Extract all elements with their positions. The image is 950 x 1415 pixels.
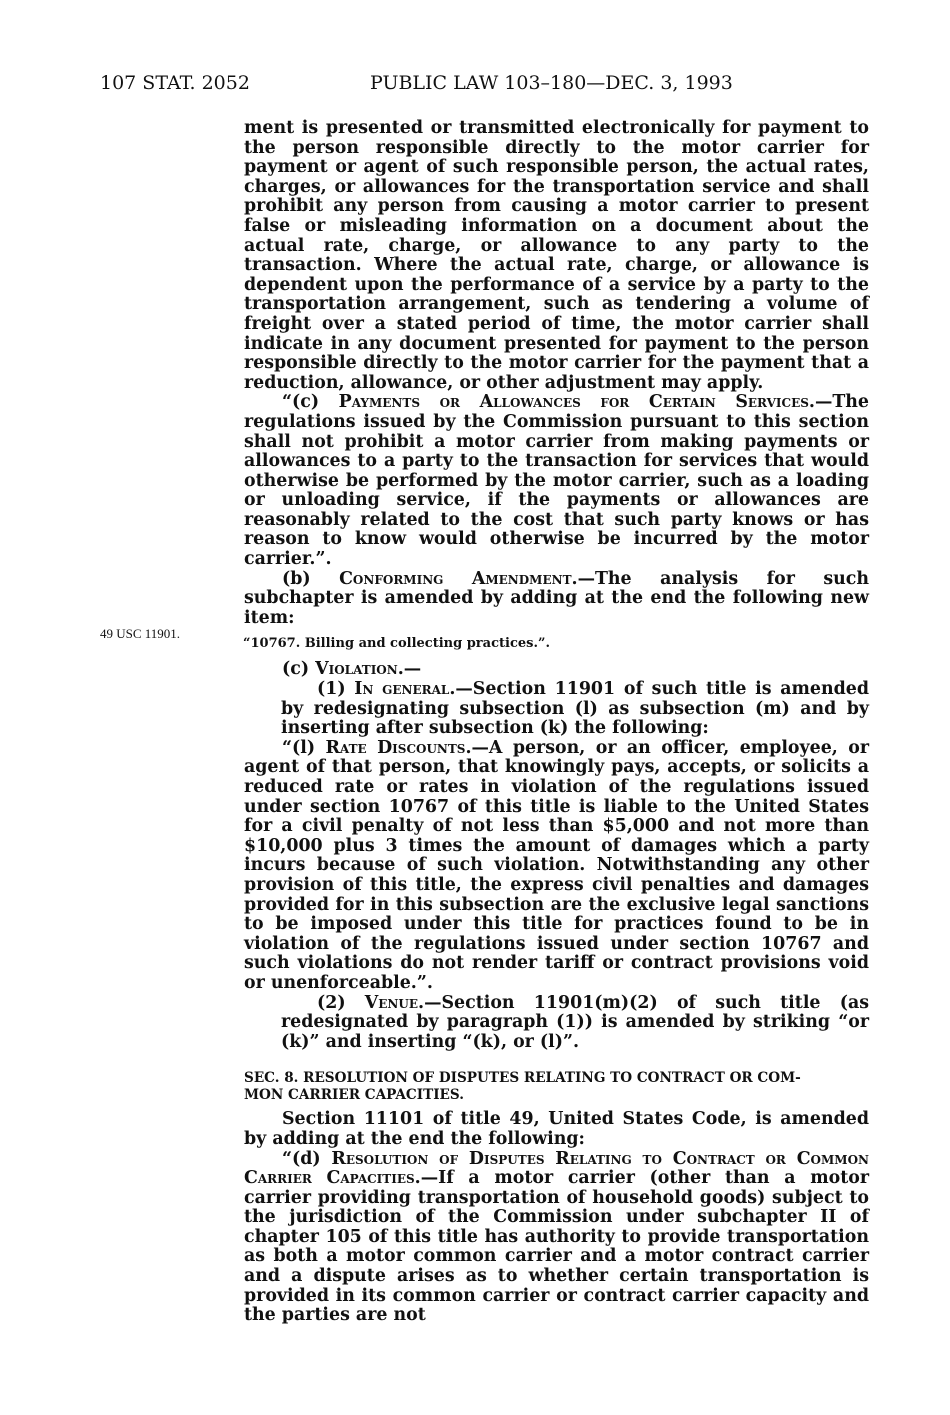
subsection-l-rate-discounts xyxy=(244,739,869,994)
subsection-c-violation xyxy=(244,660,869,680)
subsection-d-resolution xyxy=(244,1150,869,1326)
paragraph-label: (2) xyxy=(317,992,365,1013)
subsection-c-payments xyxy=(244,393,869,569)
statute-body xyxy=(244,119,869,1326)
subsection-label: (c) xyxy=(282,659,316,680)
subsection-label: (b) xyxy=(282,568,340,589)
subsection-label: “(l) xyxy=(282,737,326,758)
subsection-heading: Rate Discounts xyxy=(325,737,466,758)
page-header xyxy=(100,72,870,100)
margin-citation: 49 USC 11901. xyxy=(100,626,181,641)
subsection-b-conforming xyxy=(244,570,869,629)
subsection-text: .— xyxy=(397,659,422,680)
paragraph-heading: Venue xyxy=(364,992,419,1013)
statute-page-number: 107 STAT. 2052 xyxy=(100,72,250,94)
subsection-heading: Conforming Amendment xyxy=(339,568,572,589)
paragraph-continuation: ment is presented or transmitted electronically for payment to the person responsible directly to the motor carrier for payment or agent of such responsible person, the actual rates, charges, or allowances for the transportation service and shall prohibit any person from causing a motor carrier to present false or misleading information on a document about the actual rate, charge, or allowance to any party to the transaction. Where the actual rate, charge, or allowance is dependent upon the performance of a service by a party to the transportation arrangement, such as tendering a volume of freight over a stated period of time, the motor carrier shall indicate in any document presented for payment to the person responsible directly to the motor carrier for the payment that a reduction, allowance, or other adjustment may apply. xyxy=(244,118,869,393)
section-heading-line: SEC. 8. RESOLUTION OF DISPUTES RELATING TO CONTRACT OR COM- xyxy=(244,1070,801,1087)
subsection-heading: Resolution of Disputes Relating to Contract or Common Carrier Capacities xyxy=(244,1148,869,1189)
subsection-heading: Payments or Allowances for Certain Services xyxy=(338,392,809,413)
subsection-label: “(d) xyxy=(282,1148,332,1169)
section-8-heading xyxy=(244,1070,869,1104)
paragraph-2-venue xyxy=(244,994,869,1053)
paragraph-1-in-general xyxy=(244,680,869,739)
section-heading-line: MON CARRIER CAPACITIES. xyxy=(244,1087,464,1104)
subsection-text: .—A person, or an officer, employee, or agent of that person, that knowingly pays, accepts, or solicits a reduced rate or rates in violation of the regulations issued under section 10767 of this title is liable to the United States for a civil penalty of not less than $5,000 and not more than $10,000 plus 3 times the amount of damages which a party incurs because of such violation. Notwithstanding any other provision of this title, the express civil penalties and damages provided for in this subsection are the exclusive legal sanctions to be imposed under this title for practices found to be in violation of the regulations issued under section 10767 and such violations do not render tariff or contract provisions void or unenforceable.”. xyxy=(244,737,869,993)
public-law-title: PUBLIC LAW 103–180—DEC. 3, 1993 xyxy=(370,72,733,94)
subsection-text: .—The analysis for such subchapter is amended by adding at the end the following new item: xyxy=(244,568,870,628)
new-item-line: “10767. Billing and collecting practices.”. xyxy=(243,636,550,652)
paragraph-heading: In general xyxy=(354,679,450,700)
paragraph-text: .—Section 11901 of such title is amended by redesignating subsection (l) as subsection (m) and by inserting after subsection (k) the following: xyxy=(281,679,869,739)
section-8-intro: Section 11101 of title 49, United States Code, is amended by adding at the end the following: xyxy=(244,1109,869,1149)
subsection-heading: Violation xyxy=(315,659,398,680)
subsection-text: .—The regulations issued by the Commission pursuant to this section shall not prohibit a motor carrier from making payments or allowances to a party to the transaction for services that would otherwise be performed by the motor carrier, such as a loading or unloading service, if the payments or allowances are reasonably related to the cost that such party knows or has reason to know would otherwise be incurred by the motor carrier.”. xyxy=(244,392,869,570)
subsection-label: “(c) xyxy=(282,392,339,413)
paragraph-text: .—Section 11901(m)(2) of such title (as redesignated by paragraph (1)) is amended by striking “or (k)” and inserting “(k), or (l)”. xyxy=(281,992,869,1052)
subsection-text: .—If a motor carrier (other than a motor carrier providing transportation of household goods) subject to the jurisdiction of the Commission under subchapter II of chapter 105 of this title has authority to provide transportation as both a motor common carrier and a motor contract carrier and a dispute arises as to whether certain transportation is provided in its common carrier or contract carrier capacity and the parties are not xyxy=(244,1168,869,1326)
paragraph-label: (1) xyxy=(317,679,355,700)
